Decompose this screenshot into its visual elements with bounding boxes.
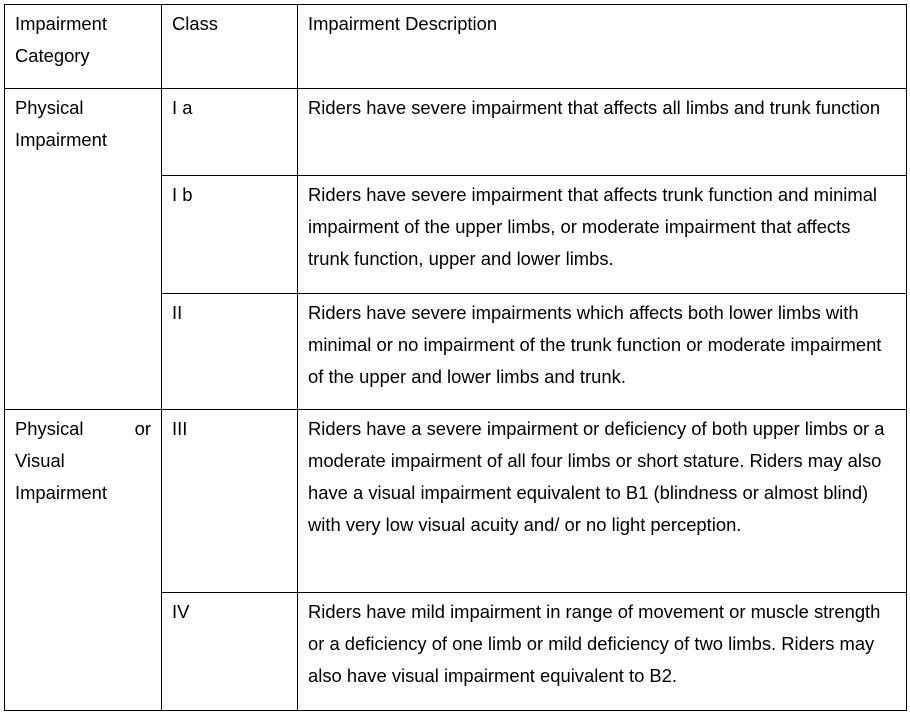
header-class: Class	[162, 5, 298, 89]
impairment-classification-table	[4, 4, 907, 711]
header-impairment-category: Impairment Category	[5, 5, 162, 89]
description-cell: Riders have mild impairment in range of movement or muscle strength or a deficiency of one limb or mild deficiency of two limbs. Riders may also have visual impairment equivalent to B2.	[298, 593, 907, 711]
table-header-row	[5, 5, 907, 89]
table-row	[5, 89, 907, 176]
description-cell: Riders have severe impairments which affects both lower limbs with minimal or no impairment of the trunk function or moderate impairment of the upper and lower limbs and trunk.	[298, 294, 907, 410]
category-rest: Visual Impairment	[15, 450, 107, 503]
category-cell-physical: Physical Impairment	[5, 89, 162, 410]
category-cell-physical-or-visual	[5, 410, 162, 711]
description-cell: Riders have a severe impairment or deficiency of both upper limbs or a moderate impairment of all four limbs or short stature. Riders may also have a visual impairment equivalent to B1 (blindness or almost blind) with very low visual acuity and/ or no light perception.	[298, 410, 907, 593]
table-row	[5, 410, 907, 593]
class-cell: I b	[162, 176, 298, 294]
category-first-line	[15, 413, 151, 445]
header-impairment-description: Impairment Description	[298, 5, 907, 89]
class-cell: II	[162, 294, 298, 410]
category-word-or: or	[134, 418, 151, 439]
class-cell: III	[162, 410, 298, 593]
class-cell: IV	[162, 593, 298, 711]
description-cell: Riders have severe impairment that affects all limbs and trunk function	[298, 89, 907, 176]
description-cell: Riders have severe impairment that affects trunk function and minimal impairment of the upper limbs, or moderate impairment that affects trunk function, upper and lower limbs.	[298, 176, 907, 294]
category-word-physical: Physical	[15, 418, 84, 439]
class-cell: I a	[162, 89, 298, 176]
impairment-table-container	[4, 4, 906, 710]
